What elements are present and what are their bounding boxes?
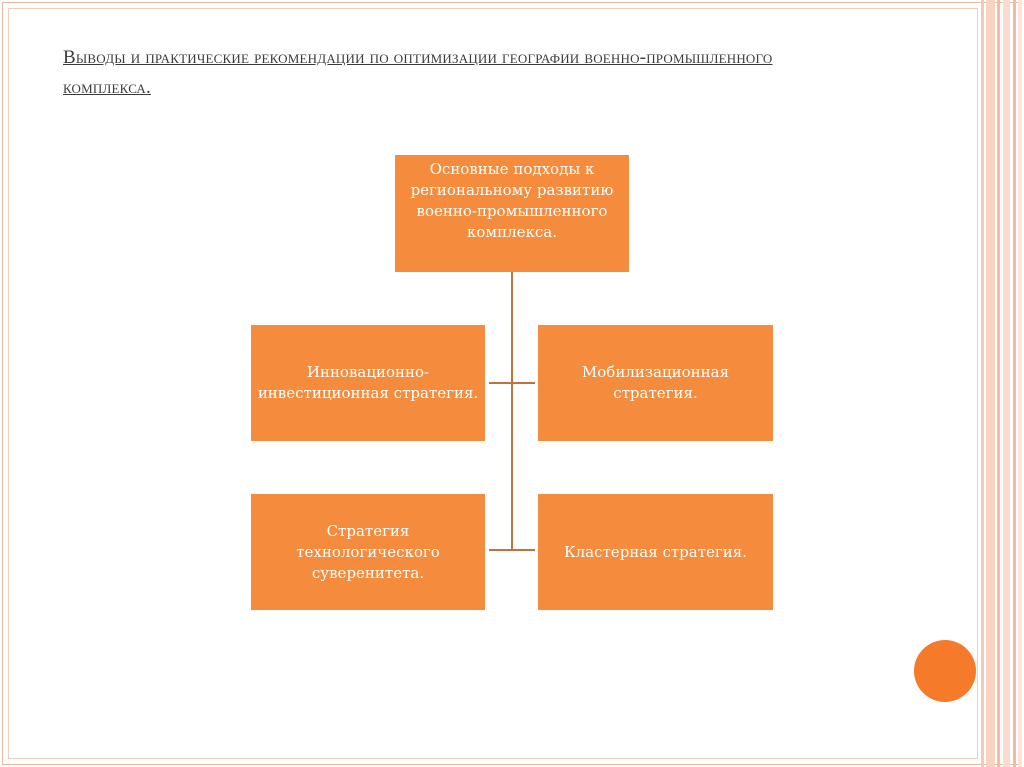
cluster-node-label: Кластерная стратегия.	[564, 542, 747, 561]
connector-horizontal-lower	[489, 549, 535, 551]
decor-stripe	[1018, 0, 1022, 767]
decor-stripe	[981, 0, 984, 767]
diagram-node-innovation	[251, 325, 485, 441]
diagram-node-cluster	[538, 494, 773, 610]
diagram-root-node	[395, 155, 629, 272]
diagram-node-technological	[251, 494, 485, 610]
root-node-label: Основные подходы к региональному развитию военно-промышленного комплекса.	[410, 160, 614, 241]
mobilization-node-label: Мобилизационная стратегия.	[581, 363, 730, 402]
diagram-node-mobilization	[538, 325, 773, 441]
connector-horizontal-upper	[489, 382, 535, 384]
slide-title: Выводы и практические рекомендации по оптимизации географии военно-промышленного комплекса.	[63, 47, 773, 98]
decor-stripe	[1013, 0, 1016, 767]
decor-stripe	[986, 0, 995, 767]
technological-node-label: Стратегия технологического суверенитета.	[296, 521, 440, 582]
decor-stripe	[997, 0, 1000, 767]
connector-vertical	[511, 272, 513, 550]
decor-stripe	[1003, 0, 1010, 767]
decor-circle	[914, 640, 976, 702]
innovation-node-label: Инновационно-инвестиционная стратегия.	[257, 363, 479, 402]
